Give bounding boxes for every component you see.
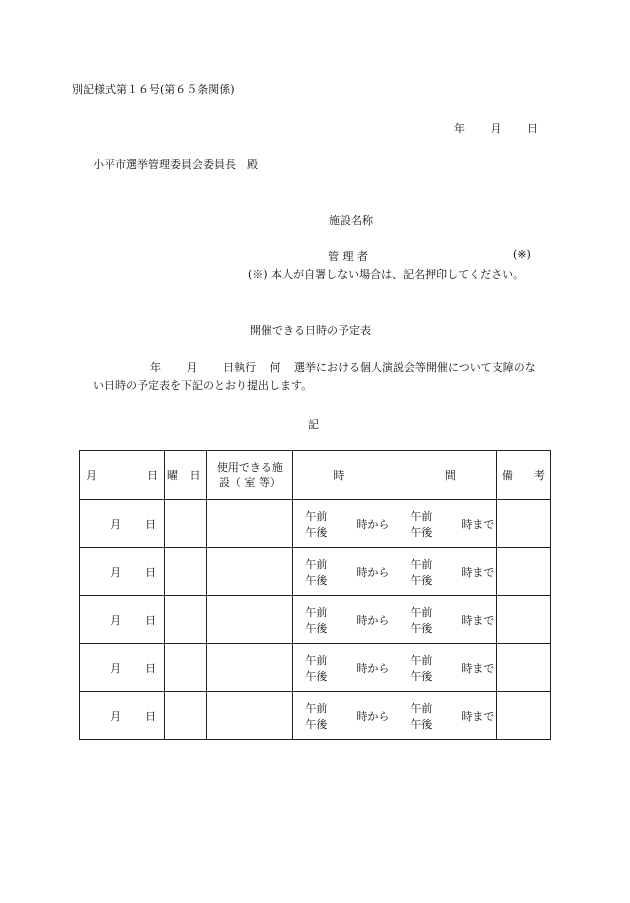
row-pm-end: 午後 xyxy=(410,669,433,683)
row-from: 時から xyxy=(356,565,390,579)
cell-date[interactable] xyxy=(80,548,165,596)
date-day: 日 xyxy=(527,122,538,135)
header-time xyxy=(293,451,496,500)
header-note xyxy=(496,451,550,500)
row-until: 時まで xyxy=(461,517,495,531)
row-day: 日 xyxy=(145,565,157,579)
row-month: 月 xyxy=(110,517,122,531)
document-title: 開催できる日時の予定表 xyxy=(250,324,371,337)
row-am-end: 午前 xyxy=(410,701,433,715)
header-note-left: 備 xyxy=(501,469,513,482)
row-am-start: 午前 xyxy=(305,509,328,523)
body-line-1 xyxy=(150,359,536,375)
body-election-text: 選挙における個人演説会等開催について支障のな xyxy=(294,361,536,374)
header-month: 月 xyxy=(86,469,97,482)
row-pm-start: 午後 xyxy=(305,621,328,635)
header-note-right: 考 xyxy=(534,469,545,482)
header-date xyxy=(80,451,165,500)
schedule-table xyxy=(79,450,551,740)
body-year: 年 xyxy=(150,361,161,374)
row-pm-end: 午後 xyxy=(410,525,433,539)
row-day: 日 xyxy=(145,613,157,627)
body-what: 何 xyxy=(269,361,281,374)
cell-weekday[interactable] xyxy=(165,548,207,596)
cell-facility[interactable] xyxy=(207,692,293,740)
cell-time[interactable] xyxy=(293,500,496,548)
cell-note[interactable] xyxy=(496,692,550,740)
header-facility-line2: 設（ 室 等） xyxy=(218,476,281,489)
row-from: 時から xyxy=(356,661,390,675)
cell-date[interactable] xyxy=(80,500,165,548)
row-from: 時から xyxy=(356,613,390,627)
row-until: 時まで xyxy=(461,613,495,627)
header-time-left: 時 xyxy=(333,469,345,482)
row-am-start: 午前 xyxy=(305,605,328,619)
row-am-end: 午前 xyxy=(410,605,433,619)
row-am-start: 午前 xyxy=(305,653,328,667)
row-pm-start: 午後 xyxy=(305,525,328,539)
row-am-start: 午前 xyxy=(305,557,328,571)
table-row xyxy=(80,500,551,548)
cell-note[interactable] xyxy=(496,596,550,644)
header-weekday: 曜 日 xyxy=(165,451,207,500)
cell-facility[interactable] xyxy=(207,548,293,596)
facility-name-label: 施設名称 xyxy=(329,214,373,227)
manager-mark: (※) xyxy=(513,248,531,261)
date-month: 月 xyxy=(490,122,502,135)
cell-time[interactable] xyxy=(293,596,496,644)
table-row xyxy=(80,692,551,740)
row-pm-end: 午後 xyxy=(410,717,433,731)
table-row xyxy=(80,644,551,692)
cell-facility[interactable] xyxy=(207,596,293,644)
row-day: 日 xyxy=(145,517,157,531)
row-day: 日 xyxy=(145,661,157,675)
row-pm-end: 午後 xyxy=(410,573,433,587)
cell-weekday[interactable] xyxy=(165,596,207,644)
table-row xyxy=(80,596,551,644)
cell-weekday[interactable] xyxy=(165,644,207,692)
manager-label: 管 理 者 xyxy=(328,250,368,263)
body-line-2: い日時の予定表を下記のとおり提出します。 xyxy=(93,379,313,392)
cell-note[interactable] xyxy=(496,644,550,692)
row-month: 月 xyxy=(110,565,122,579)
row-am-end: 午前 xyxy=(410,509,433,523)
cell-date[interactable] xyxy=(80,644,165,692)
row-until: 時まで xyxy=(461,565,495,579)
row-pm-start: 午後 xyxy=(305,573,328,587)
header-day: 日 xyxy=(147,469,159,482)
cell-date[interactable] xyxy=(80,692,165,740)
cell-time[interactable] xyxy=(293,548,496,596)
form-number: 別記様式第１６号(第６５条関係) xyxy=(72,83,235,96)
cell-note[interactable] xyxy=(496,500,550,548)
row-pm-end: 午後 xyxy=(410,621,433,635)
cell-time[interactable] xyxy=(293,644,496,692)
cell-weekday[interactable] xyxy=(165,500,207,548)
table-row xyxy=(80,548,551,596)
body-day-held: 日執行 xyxy=(223,361,256,374)
date-line xyxy=(454,120,538,136)
row-am-end: 午前 xyxy=(410,557,433,571)
header-facility xyxy=(207,451,293,500)
cell-date[interactable] xyxy=(80,596,165,644)
row-day: 日 xyxy=(145,709,157,723)
row-month: 月 xyxy=(110,709,122,723)
cell-weekday[interactable] xyxy=(165,692,207,740)
signature-note: (※) 本人が自署しない場合は、記名押印してください。 xyxy=(248,268,525,281)
row-am-start: 午前 xyxy=(305,701,328,715)
date-year: 年 xyxy=(454,122,465,135)
header-time-right: 間 xyxy=(444,469,456,482)
header-facility-line1: 使用できる施 xyxy=(216,461,283,474)
row-from: 時から xyxy=(356,709,390,723)
cell-note[interactable] xyxy=(496,548,550,596)
row-from: 時から xyxy=(356,517,390,531)
cell-time[interactable] xyxy=(293,692,496,740)
cell-facility[interactable] xyxy=(207,644,293,692)
body-month: 月 xyxy=(186,361,198,374)
table-header-row xyxy=(80,451,551,500)
addressee: 小平市選挙管理委員会委員長 殿 xyxy=(93,158,258,171)
row-am-end: 午前 xyxy=(410,653,433,667)
ki-marker: 記 xyxy=(308,418,319,431)
row-pm-start: 午後 xyxy=(305,669,328,683)
row-until: 時まで xyxy=(461,661,495,675)
row-until: 時まで xyxy=(461,709,495,723)
row-pm-start: 午後 xyxy=(305,717,328,731)
row-month: 月 xyxy=(110,661,122,675)
cell-facility[interactable] xyxy=(207,500,293,548)
row-month: 月 xyxy=(110,613,122,627)
